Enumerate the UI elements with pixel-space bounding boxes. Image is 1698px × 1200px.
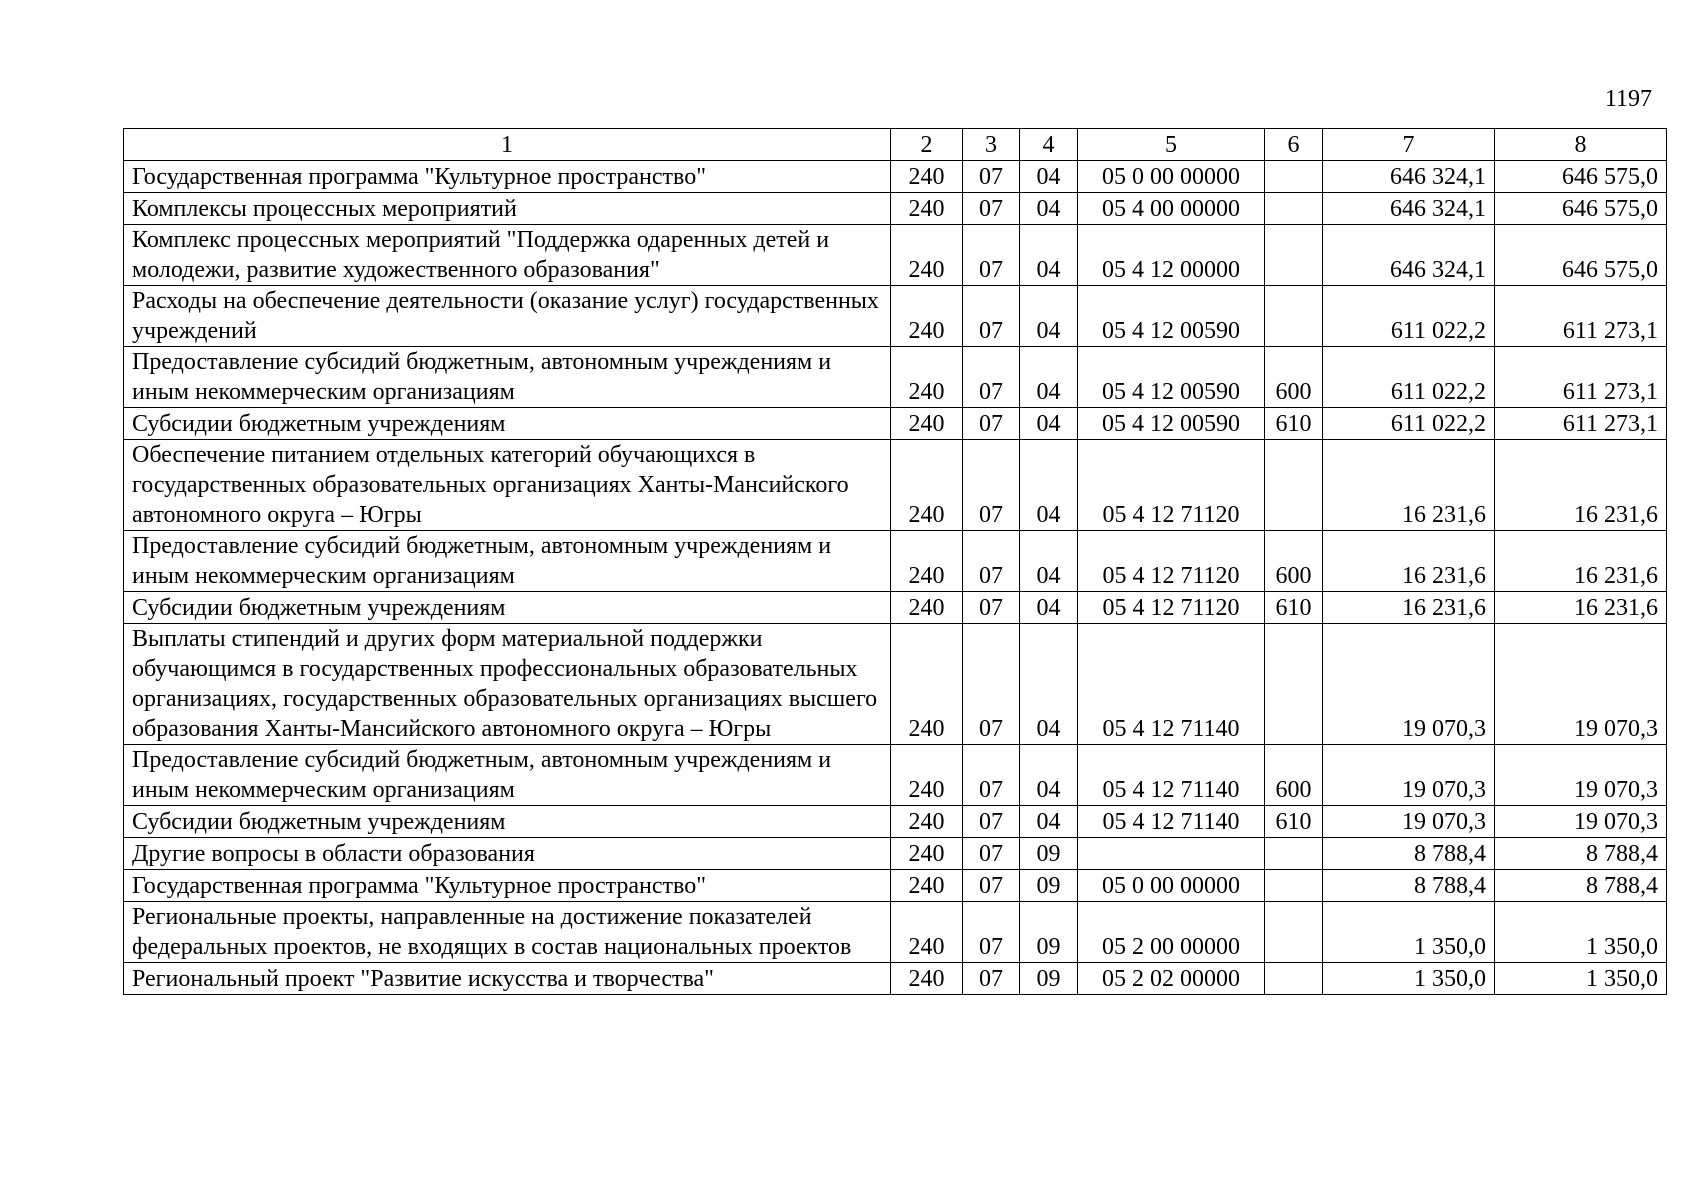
cell-col-3: 07 [963,193,1020,225]
cell-col-5 [1078,838,1265,870]
cell-col-2: 240 [891,225,963,286]
table-row [124,225,1667,286]
table-row [124,745,1667,806]
cell-col-8: 611 273,1 [1495,408,1667,440]
cell-name: Расходы на обеспечение деятельности (оказание услуг) государственных учреждений [124,286,891,347]
header-col-8: 8 [1495,129,1667,161]
cell-col-6 [1265,193,1323,225]
cell-col-5: 05 4 12 00590 [1078,408,1265,440]
cell-name: Комплекс процессных мероприятий "Поддержка одаренных детей и молодежи, развитие художественного образования" [124,225,891,286]
cell-col-6: 610 [1265,806,1323,838]
cell-col-4: 04 [1020,408,1078,440]
cell-col-4: 04 [1020,440,1078,531]
cell-col-6 [1265,838,1323,870]
cell-col-7: 646 324,1 [1323,161,1495,193]
table-row [124,806,1667,838]
cell-col-3: 07 [963,347,1020,408]
cell-name: Выплаты стипендий и других форм материальной поддержки обучающимся в государственных профессиональных образовательных организациях, государственных образовательных организациях высшего образования Ханты-Мансийского автономного округа – Югры [124,624,891,745]
table-row [124,193,1667,225]
cell-name: Комплексы процессных мероприятий [124,193,891,225]
cell-col-5: 05 0 00 00000 [1078,870,1265,902]
cell-col-4: 04 [1020,806,1078,838]
cell-col-3: 07 [963,963,1020,995]
header-col-2: 2 [891,129,963,161]
table-row [124,531,1667,592]
cell-col-7: 611 022,2 [1323,408,1495,440]
cell-col-6 [1265,440,1323,531]
budget-table [123,128,1667,995]
header-col-7: 7 [1323,129,1495,161]
cell-col-2: 240 [891,806,963,838]
cell-col-6: 610 [1265,408,1323,440]
cell-col-2: 240 [891,963,963,995]
table-row [124,347,1667,408]
cell-col-7: 1 350,0 [1323,902,1495,963]
cell-col-5: 05 4 12 71140 [1078,806,1265,838]
header-col-5: 5 [1078,129,1265,161]
cell-col-5: 05 4 12 71140 [1078,745,1265,806]
cell-col-5: 05 2 00 00000 [1078,902,1265,963]
cell-col-5: 05 4 12 71140 [1078,624,1265,745]
cell-col-8: 646 575,0 [1495,225,1667,286]
cell-col-3: 07 [963,225,1020,286]
cell-name: Предоставление субсидий бюджетным, автономным учреждениям и иным некоммерческим организациям [124,531,891,592]
cell-col-5: 05 4 12 71120 [1078,440,1265,531]
header-col-1: 1 [124,129,891,161]
cell-col-3: 07 [963,806,1020,838]
cell-col-3: 07 [963,408,1020,440]
cell-name: Предоставление субсидий бюджетным, автономным учреждениям и иным некоммерческим организациям [124,347,891,408]
cell-col-3: 07 [963,161,1020,193]
cell-col-6 [1265,286,1323,347]
page-number: 1197 [1604,86,1652,112]
cell-col-4: 09 [1020,838,1078,870]
cell-col-4: 09 [1020,902,1078,963]
cell-col-8: 16 231,6 [1495,592,1667,624]
cell-name: Обеспечение питанием отдельных категорий обучающихся в государственных образовательных организациях Ханты-Мансийского автономного округа – Югры [124,440,891,531]
cell-col-7: 16 231,6 [1323,440,1495,531]
cell-col-5: 05 4 12 00590 [1078,347,1265,408]
cell-name: Субсидии бюджетным учреждениям [124,408,891,440]
cell-col-8: 611 273,1 [1495,286,1667,347]
cell-name: Другие вопросы в области образования [124,838,891,870]
cell-col-2: 240 [891,193,963,225]
table-row [124,161,1667,193]
header-row [124,129,1667,161]
cell-col-7: 19 070,3 [1323,745,1495,806]
cell-col-2: 240 [891,347,963,408]
table-row [124,624,1667,745]
cell-col-3: 07 [963,592,1020,624]
cell-col-7: 16 231,6 [1323,592,1495,624]
cell-col-6 [1265,624,1323,745]
cell-col-6 [1265,161,1323,193]
cell-col-7: 646 324,1 [1323,193,1495,225]
cell-col-6: 600 [1265,531,1323,592]
table-row [124,902,1667,963]
header-col-4: 4 [1020,129,1078,161]
cell-col-3: 07 [963,624,1020,745]
cell-name: Субсидии бюджетным учреждениям [124,806,891,838]
cell-col-2: 240 [891,286,963,347]
cell-col-4: 04 [1020,531,1078,592]
cell-col-4: 04 [1020,161,1078,193]
cell-name: Государственная программа "Культурное пространство" [124,161,891,193]
table-row [124,838,1667,870]
cell-col-7: 611 022,2 [1323,347,1495,408]
cell-col-5: 05 4 12 00000 [1078,225,1265,286]
cell-col-3: 07 [963,838,1020,870]
cell-col-6 [1265,870,1323,902]
cell-col-6 [1265,963,1323,995]
cell-col-6: 600 [1265,347,1323,408]
cell-col-5: 05 4 12 00590 [1078,286,1265,347]
cell-col-8: 646 575,0 [1495,161,1667,193]
cell-name: Предоставление субсидий бюджетным, автономным учреждениям и иным некоммерческим организациям [124,745,891,806]
cell-col-4: 04 [1020,592,1078,624]
cell-col-5: 05 0 00 00000 [1078,161,1265,193]
table-row [124,963,1667,995]
cell-col-7: 19 070,3 [1323,624,1495,745]
cell-col-3: 07 [963,286,1020,347]
cell-col-8: 19 070,3 [1495,806,1667,838]
header-col-3: 3 [963,129,1020,161]
table-row [124,440,1667,531]
cell-col-4: 04 [1020,225,1078,286]
cell-col-2: 240 [891,161,963,193]
cell-col-2: 240 [891,745,963,806]
cell-col-8: 646 575,0 [1495,193,1667,225]
cell-col-2: 240 [891,870,963,902]
cell-col-2: 240 [891,624,963,745]
cell-col-7: 8 788,4 [1323,870,1495,902]
cell-col-6: 610 [1265,592,1323,624]
table-row [124,408,1667,440]
cell-col-2: 240 [891,408,963,440]
cell-col-6: 600 [1265,745,1323,806]
cell-col-7: 1 350,0 [1323,963,1495,995]
cell-col-4: 04 [1020,347,1078,408]
cell-col-2: 240 [891,902,963,963]
cell-name: Региональный проект "Развитие искусства и творчества" [124,963,891,995]
cell-col-5: 05 4 00 00000 [1078,193,1265,225]
cell-col-5: 05 2 02 00000 [1078,963,1265,995]
cell-col-7: 8 788,4 [1323,838,1495,870]
cell-col-8: 1 350,0 [1495,902,1667,963]
cell-col-8: 8 788,4 [1495,838,1667,870]
cell-col-3: 07 [963,902,1020,963]
cell-col-8: 19 070,3 [1495,745,1667,806]
cell-col-8: 19 070,3 [1495,624,1667,745]
cell-col-7: 19 070,3 [1323,806,1495,838]
table-row [124,592,1667,624]
cell-col-4: 09 [1020,870,1078,902]
cell-col-8: 611 273,1 [1495,347,1667,408]
cell-col-3: 07 [963,870,1020,902]
cell-name: Региональные проекты, направленные на достижение показателей федеральных проектов, не входящих в состав национальных проектов [124,902,891,963]
table-body [124,161,1667,995]
cell-name: Государственная программа "Культурное пространство" [124,870,891,902]
cell-col-8: 16 231,6 [1495,531,1667,592]
cell-col-2: 240 [891,531,963,592]
cell-col-4: 04 [1020,745,1078,806]
table-row [124,286,1667,347]
cell-col-7: 16 231,6 [1323,531,1495,592]
cell-col-7: 611 022,2 [1323,286,1495,347]
cell-col-3: 07 [963,440,1020,531]
cell-col-4: 04 [1020,286,1078,347]
cell-name: Субсидии бюджетным учреждениям [124,592,891,624]
cell-col-4: 04 [1020,624,1078,745]
cell-col-8: 16 231,6 [1495,440,1667,531]
cell-col-2: 240 [891,592,963,624]
table-row [124,870,1667,902]
cell-col-4: 04 [1020,193,1078,225]
cell-col-3: 07 [963,531,1020,592]
cell-col-6 [1265,902,1323,963]
cell-col-3: 07 [963,745,1020,806]
header-col-6: 6 [1265,129,1323,161]
cell-col-8: 1 350,0 [1495,963,1667,995]
cell-col-2: 240 [891,440,963,531]
cell-col-7: 646 324,1 [1323,225,1495,286]
cell-col-8: 8 788,4 [1495,870,1667,902]
cell-col-2: 240 [891,838,963,870]
cell-col-5: 05 4 12 71120 [1078,531,1265,592]
cell-col-4: 09 [1020,963,1078,995]
cell-col-6 [1265,225,1323,286]
cell-col-5: 05 4 12 71120 [1078,592,1265,624]
